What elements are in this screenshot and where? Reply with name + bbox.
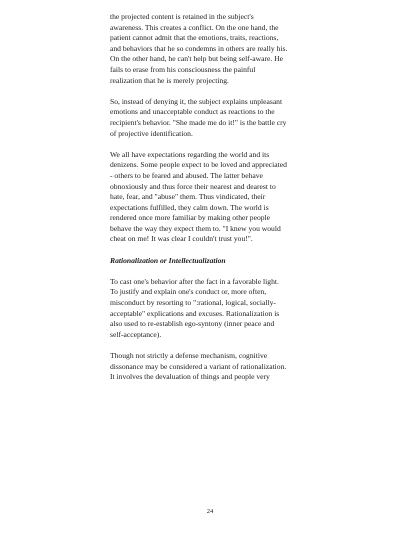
section-heading: Rationalization or Intellectualization [110,255,226,265]
paragraph-rationalization-definition: To cast one's behavior after the fact in a favorable light. To justify and explain one's conduct or, more often, misconduct by resorting to ":rational, logical, socially- acceptable" explications and excuses. Rationalization is also used to re-establish ego-syntony (inner peace and self-acceptance). [110,276,280,339]
paragraph-projective-identification: So, instead of denying it, the subject explains unpleasant emotions and unacceptable conduct as reactions to the recipient's behavior. "She made me do it!" is the battle cry of projective identification. [110,96,287,138]
paragraph-cognitive-dissonance: Though not strictly a defense mechanism, cognitive dissonance may be considered a variant of rationalization. It involves the devaluation of things and people very [110,351,287,382]
paragraph-projection-conflict: the projected content is retained in the subject's awareness. This creates a conflict. On the one hand, the patient cannot admit that the emotions, traits, reactions, and behaviors that he so condemns in others are really his. On the other hand, he can't help but being self-aware. He fails to erase from his consciousness the painful realization that he is merely projecting. [110,12,288,85]
page-number: 24 [206,508,214,515]
paragraph-expectations: We all have expectations regarding the world and its denizens. Some people expect to be loved and appreciated - others to be feared and abused. The latter behave obnoxiously and thus force their nearest and dearest to hate, fear, and "abuse" them. Thus vindicated, their expectations fulfilled, they calm down. The world is rendered once more familiar by making other people behave the way they expect them to. "I knew you would cheat on me! It was clear I couldn't trust you!". [110,149,287,244]
document-page [110,12,322,393]
